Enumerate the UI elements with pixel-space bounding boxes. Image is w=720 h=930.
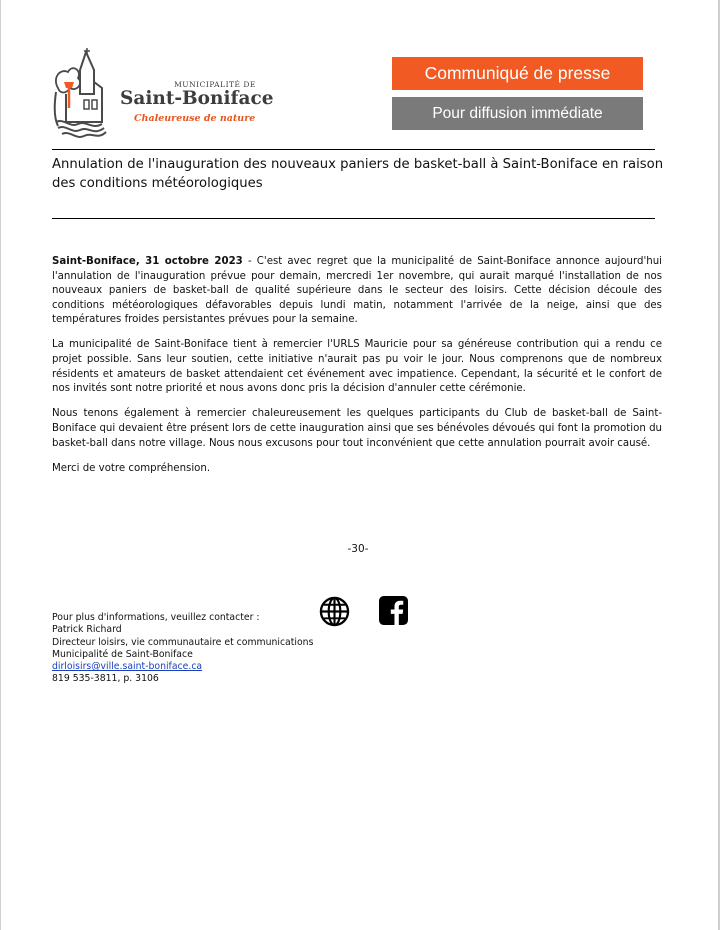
- bottom-divider: [52, 218, 655, 219]
- paragraph-1: [52, 255, 662, 328]
- municipality-logo: [52, 48, 272, 143]
- paragraph-1-text: - C'est avec regret que la municipalité de Saint-Boniface annonce aujourd'hui l'annulation de l'inauguration prévue pour demain, mercredi 1er novembre, qui aurait marqué l'installation de nos nouveaux paniers de basket-ball de qualité supérieure dans le secteur des loisirs. Cette décision découle des conditions météorologiques défavorables depuis lundi matin, notamment l'arrivée de la neige, ainsi que des températures froides persistantes prévues pour la semaine.: [52, 256, 663, 326]
- logo-tagline: Chaleureuse de nature: [134, 113, 256, 124]
- contact-block: [52, 612, 332, 686]
- globe-icon[interactable]: [319, 596, 350, 627]
- press-release-label: Communiqué de presse: [392, 57, 643, 90]
- contact-org: Municipalité de Saint-Boniface: [52, 648, 193, 660]
- top-divider: [52, 149, 655, 150]
- headline: Annulation de l'inauguration des nouveaux paniers de basket-ball à Saint-Boniface en raison des conditions météorologiques: [52, 157, 664, 191]
- immediate-release-label: Pour diffusion immédiate: [392, 97, 643, 130]
- logo-small-text: MUNICIPALITÉ DE: [174, 80, 256, 89]
- press-body: [52, 255, 662, 487]
- contact-email-link[interactable]: dirloisirs@ville.saint-boniface.ca: [52, 661, 203, 673]
- closing-line: Merci de votre compréhension.: [52, 462, 211, 474]
- dateline: Saint-Boniface, 31 octobre 2023: [52, 256, 243, 267]
- facebook-icon[interactable]: [379, 596, 408, 625]
- paragraph-3: Nous tenons également à remercier chaleureusement les quelques participants du Club de basket-ball de Saint-Boniface qui devaient être présent lors de cette inauguration ainsi que ses bénévoles dévoués qui font la promotion du basket-ball dans notre village. Nous nous excusons pour tout inconvénient que cette annulation pourrait avoir causé.: [52, 408, 662, 449]
- page-edge-left: [0, 0, 1, 930]
- end-marker: -30-: [347, 543, 369, 555]
- church-logo-icon: [52, 48, 116, 140]
- logo-name: Saint-Boniface: [120, 88, 274, 109]
- contact-title: Directeur loisirs, vie communautaire et communications: [52, 636, 314, 648]
- contact-intro: Pour plus d'informations, veuillez contacter :: [52, 612, 260, 623]
- paragraph-2: La municipalité de Saint-Boniface tient à remercier l'URLS Mauricie pour sa généreuse contribution qui a rendu ce projet possible. Sans leur soutien, cette initiative n'aurait pas pu voir le jour. Nous comprenons que de nombreux résidents et amateurs de basket attendaient cet événement avec impatience. Cependant, la sécurité et le confort de nos invités sont notre priorité et nous avons donc pris la décision d'annuler cette cérémonie.: [52, 339, 662, 395]
- contact-name: Patrick Richard: [52, 624, 122, 636]
- contact-phone: 819 535-3811, p. 3106: [52, 673, 159, 685]
